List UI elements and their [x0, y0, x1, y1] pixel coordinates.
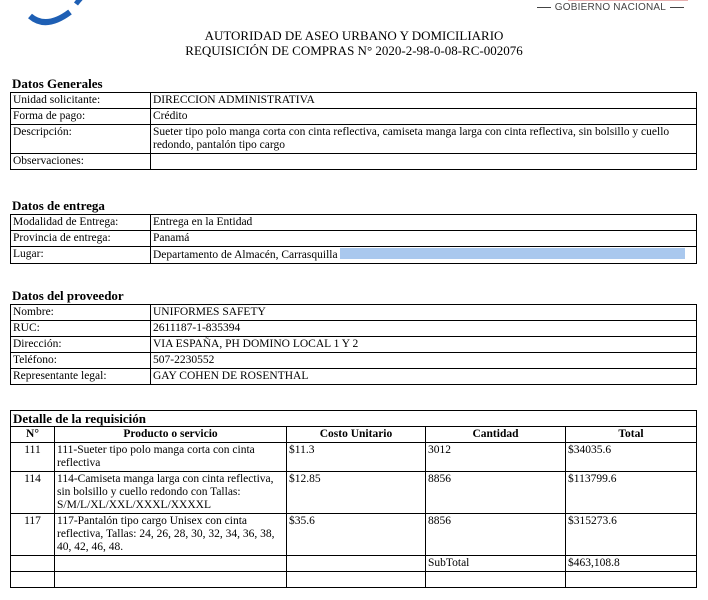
empty-cell [11, 572, 55, 588]
field-value: Panamá [151, 231, 697, 247]
field-label: Lugar: [11, 247, 151, 264]
item-product: 117-Pantalón tipo cargo Unisex con cinta reflectiva, Tallas: 24, 26, 28, 30, 32, 34, 36, 38, 40, 42, 46, 48. [55, 514, 287, 556]
item-num: 117 [11, 514, 55, 556]
field-label: Dirección: [11, 337, 151, 353]
requisition-detail-table [10, 410, 697, 588]
empty-cell [426, 572, 566, 588]
requisition-number: REQUISICIÓN DE COMPRAS N° 2020-2-98-0-08-RC-002076 [185, 43, 523, 58]
field-value: GAY COHEN DE ROSENTHAL [151, 369, 697, 385]
table-row [11, 337, 697, 353]
field-label: Descripción: [11, 125, 151, 154]
item-num: 111 [11, 443, 55, 472]
item-quantity: 8856 [426, 514, 566, 556]
field-label: Forma de pago: [11, 109, 151, 125]
table-row [11, 125, 697, 154]
table-row [11, 231, 697, 247]
table-header-row [11, 427, 697, 443]
field-value: UNIFORMES SAFETY [151, 305, 697, 321]
section-title-detail: Detalle de la requisición [11, 411, 697, 427]
table-row [11, 369, 697, 385]
item-unit-cost: $11.3 [287, 443, 426, 472]
item-total: $113799.6 [566, 472, 697, 514]
brand-stripe [568, 0, 688, 1]
field-value: Sueter tipo polo manga corta con cinta reflectiva, camiseta manga larga con cinta reflectiva, sin bolsillo y cuello redondo, pantalón tipo cargo [151, 125, 697, 154]
subtotal-label: SubTotal [426, 556, 566, 572]
agency-title: AUTORIDAD DE ASEO URBANO Y DOMICILIARIO [204, 28, 504, 43]
table-row [11, 154, 697, 170]
table-caption-row [11, 411, 697, 427]
subtotal-row [11, 556, 697, 572]
field-label: Teléfono: [11, 353, 151, 369]
field-label: Modalidad de Entrega: [11, 215, 151, 231]
field-label: RUC: [11, 321, 151, 337]
field-label: Unidad solicitante: [11, 93, 151, 109]
document-header [0, 28, 708, 58]
supplier-data-table [10, 304, 697, 385]
item-total: $315273.6 [566, 514, 697, 556]
field-value: 507-2230552 [151, 353, 697, 369]
empty-cell [566, 572, 697, 588]
col-header-quantity: Cantidad [426, 427, 566, 443]
empty-cell [287, 556, 426, 572]
table-row [11, 472, 697, 514]
item-unit-cost: $12.85 [287, 472, 426, 514]
location-text: Departamento de Almacén, Carrasquilla [153, 249, 338, 261]
field-value: 2611187-1-835394 [151, 321, 697, 337]
empty-cell [11, 556, 55, 572]
empty-cell [55, 556, 287, 572]
item-product: 114-Camiseta manga larga con cinta reflectiva, sin bolsillo y cuello redondo con Tallas: S/M/L/XL/XXL/XXXL/XXXXL [55, 472, 287, 514]
field-value: DIRECCION ADMINISTRATIVA [151, 93, 697, 109]
item-quantity: 8856 [426, 472, 566, 514]
table-row [11, 305, 697, 321]
next-row-partial [11, 572, 697, 588]
col-header-num: N° [11, 427, 55, 443]
field-value: Crédito [151, 109, 697, 125]
item-num: 114 [11, 472, 55, 514]
section-title-general: Datos Generales [12, 76, 103, 91]
table-row [11, 443, 697, 472]
item-unit-cost: $35.6 [287, 514, 426, 556]
table-row [11, 93, 697, 109]
col-header-product: Producto o servicio [55, 427, 287, 443]
col-header-total: Total [566, 427, 697, 443]
field-value: VIA ESPAÑA, PH DOMINO LOCAL 1 Y 2 [151, 337, 697, 353]
table-row [11, 109, 697, 125]
empty-cell [287, 572, 426, 588]
field-label: Nombre: [11, 305, 151, 321]
table-row [11, 321, 697, 337]
gov-label: GOBIERNO NACIONAL [533, 2, 688, 13]
item-total: $34035.6 [566, 443, 697, 472]
field-label: Provincia de entrega: [11, 231, 151, 247]
table-row [11, 514, 697, 556]
empty-cell [55, 572, 287, 588]
subtotal-value: $463,108.8 [566, 556, 697, 572]
item-quantity: 3012 [426, 443, 566, 472]
government-logo [26, 0, 106, 26]
table-row [11, 353, 697, 369]
general-data-table [10, 92, 697, 170]
field-value [151, 247, 697, 264]
section-title-supplier: Datos del proveedor [12, 288, 124, 303]
delivery-data-table [10, 214, 697, 264]
section-title-delivery: Datos de entrega [12, 198, 105, 213]
field-label: Representante legal: [11, 369, 151, 385]
col-header-unit-cost: Costo Unitario [287, 427, 426, 443]
table-row [11, 247, 697, 264]
field-value [151, 154, 697, 170]
item-product: 111-Sueter tipo polo manga corta con cinta reflectiva [55, 443, 287, 472]
redaction-highlight [340, 248, 685, 259]
field-label: Observaciones: [11, 154, 151, 170]
field-value: Entrega en la Entidad [151, 215, 697, 231]
table-row [11, 215, 697, 231]
